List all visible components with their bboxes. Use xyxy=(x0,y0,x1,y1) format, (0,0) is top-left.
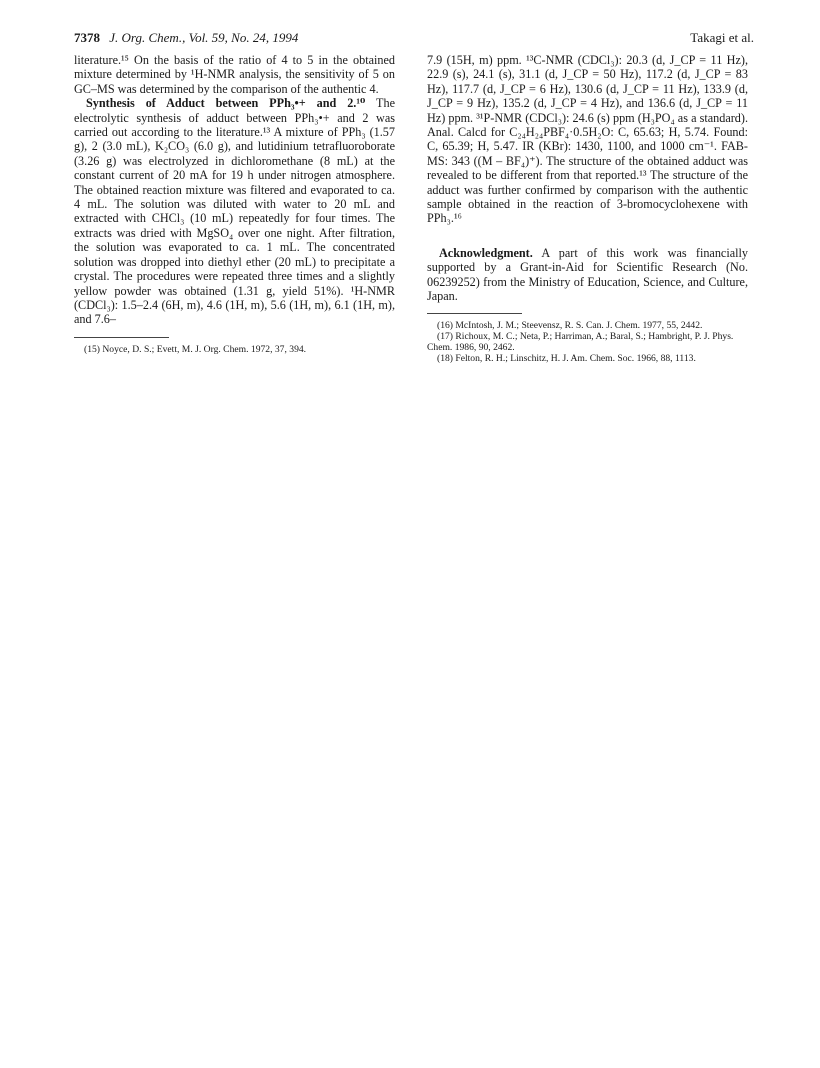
synthesis-paragraph xyxy=(74,96,395,327)
acknowledgment-text: A part of this work was financially supported by a Grant-in-Aid for Scientific Research (No. 06239252) from the Ministry of Education, Science, and Culture, Japan. xyxy=(427,245,749,304)
footnotes-left xyxy=(74,344,395,355)
journal-citation: J. Org. Chem., Vol. 59, No. 24, 1994 xyxy=(109,30,299,45)
acknowledgment-paragraph xyxy=(427,246,748,304)
footnote-17: (17) Richoux, M. C.; Neta, P.; Harriman, A.; Baral, S.; Hambright, P. J. Phys. Chem. 1986, 90, 2462. xyxy=(427,330,734,353)
page-header xyxy=(74,30,754,48)
header-left xyxy=(74,30,298,46)
acknowledgment-heading: Acknowledgment. xyxy=(439,245,533,260)
footnote-16: (16) McIntosh, J. M.; Steevensz, R. S. Can. J. Chem. 1977, 55, 2442. xyxy=(437,319,703,331)
section-heading: Synthesis of Adduct between PPh₃•+ and 2.¹⁰ xyxy=(86,96,366,111)
running-authors: Takagi et al. xyxy=(690,30,754,45)
footnote-15: (15) Noyce, D. S.; Evett, M. J. Org. Chem. 1972, 37, 394. xyxy=(84,343,307,355)
right-column xyxy=(427,53,748,364)
section-gap xyxy=(427,226,748,246)
page-number: 7378 xyxy=(74,30,100,45)
left-column xyxy=(74,53,395,355)
paragraph-continuation: literature.¹⁵ On the basis of the ratio of 4 to 5 in the obtained mixture determined by ¹H-NMR analysis, the sensitivity of 5 on GC–MS was determined by the comparison of the authentic 4. xyxy=(74,53,395,96)
synthesis-text: The electrolytic synthesis of adduct between PPh₃•+ and 2 was carried out according to the literature.¹³ A mixture of PPh₃ (1.57 g), 2 (3.0 mL), K₂CO₃ (6.0 g), and lutidinium tetrafluoroborate (3.26 g) was electrolyzed in dichloromethane (8 mL) at the constant current of 20 mA for 19 h under nitrogen atmosphere. The obtained reaction mixture was filtered and evaporated to ca. 4 mL. The solution was diluted with water to 20 mL and extracted with CHCl₃ (10 mL) repeatedly for four times. The extracts was dried with MgSO₄ over one night. After filtration, the solution was evaporated to ca. 1 mL. The concentrated solution was dropped into diethyl ether (20 mL) to precipitate a crystal. The procedures were repeated three times and a slightly yellow powder was obtained (1.31 g, yield 51%). ¹H-NMR (CDCl₃): 1.5–2.4 (6H, m), 4.6 (1H, m), 5.6 (1H, m), 6.1 (1H, m), and 7.6– xyxy=(74,96,395,327)
footnote-rule xyxy=(74,337,169,338)
nmr-data-paragraph: 7.9 (15H, m) ppm. ¹³C-NMR (CDCl₃): 20.3 (d, J_CP = 11 Hz), 22.9 (s), 24.1 (s), 31.1 (d, J_CP = 50 Hz), 117.2 (d, J_CP = 83 Hz), 117.7 (d, J_CP = 6 Hz), 130.6 (d, J_CP = 11 Hz), 133.9 (d, J_CP = 9 Hz), 135.2 (d, J_CP = 4 Hz), and 136.6 (d, J_CP = 11 Hz) ppm. ³¹P-NMR (CDCl₃): 24.6 (s) ppm (H₃PO₄ as a standard). Anal. Calcd for C₂₄H₂₄PBF₄·0.5H₂O: C, 65.63; H, 5.74. Found: C, 65.39; H, 5.47. IR (KBr): 1430, 1100, and 1000 cm⁻¹. FAB-MS: 343 ((M – BF₄)⁺). The structure of the obtained adduct was revealed to be different from that reported.¹³ The structure of the adduct was further confirmed by comparison with the authentic sample obtained in the reaction of 3-bromocyclohexene with PPh₃.¹⁶ xyxy=(427,53,748,226)
footnote-rule xyxy=(427,313,522,314)
footnote-18: (18) Felton, R. H.; Linschitz, H. J. Am. Chem. Soc. 1966, 88, 1113. xyxy=(437,352,696,364)
footnotes-right xyxy=(427,320,748,364)
